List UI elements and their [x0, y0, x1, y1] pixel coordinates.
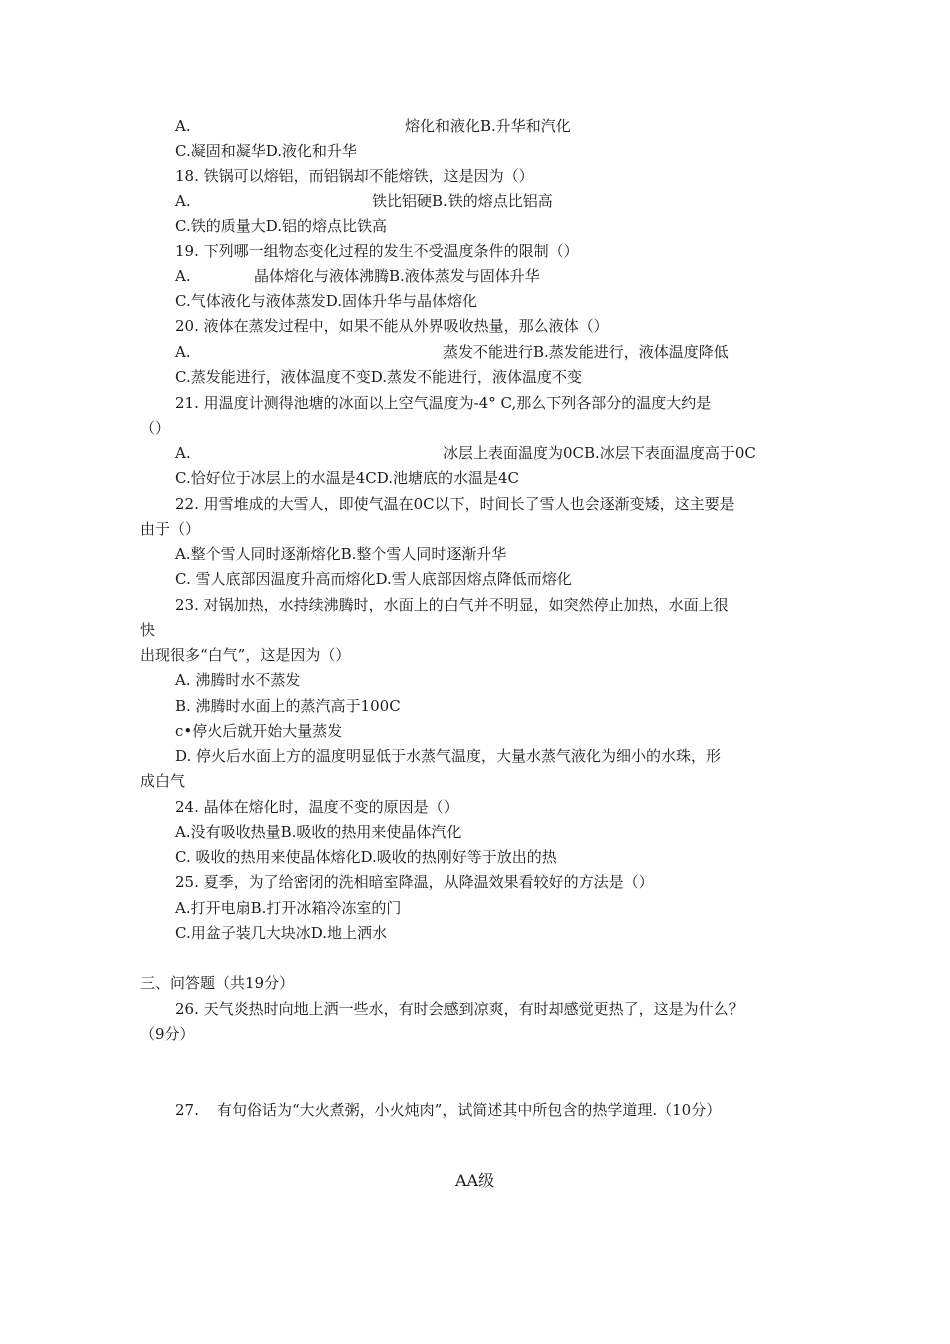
q24-option-a-line: A.没有吸收热量B.吸收的热用来使晶体汽化 [175, 823, 462, 841]
q23-option-d-cont: 成白气 [140, 772, 186, 790]
q23-option-b: B. 沸腾时水面上的蒸汽高于100C [175, 697, 401, 715]
q23-stem-cont: 快 [140, 621, 156, 639]
option-text: 熔化和液化B.升华和汽化 [405, 117, 571, 135]
q27-stem [175, 1100, 722, 1120]
q18-option-a-line [175, 191, 553, 211]
q22-option-c-line: C. 雪人底部因温度升高而熔化D.雪人底部因熔点降低而熔化 [175, 570, 572, 588]
q26-stem-cont: （9分） [140, 1025, 195, 1043]
option-label: A. [175, 192, 191, 210]
q21-option-a-line [175, 443, 756, 463]
option-label: A. [175, 444, 191, 462]
q24-stem: 24. 晶体在熔化时，温度不变的原因是（） [175, 798, 459, 816]
q23-option-a: A. 沸腾时水不蒸发 [175, 671, 301, 689]
q25-option-a-line: A.打开电扇B.打开冰箱冷冻室的门 [175, 899, 402, 917]
q25-stem: 25. 夏季，为了给密闭的洗相暗室降温，从降温效果看较好的方法是（） [175, 873, 654, 891]
q20-stem: 20. 液体在蒸发过程中，如果不能从外界吸收热量，那么液体（） [175, 317, 609, 335]
q19-stem: 19. 下列哪一组物态变化过程的发生不受温度条件的限制（） [175, 242, 579, 260]
q22-stem: 22. 用雪堆成的大雪人，即使气温在0C以下，时间长了雪人也会逐渐变矮，这主要是 [175, 495, 735, 513]
q21-stem-cont: （） [140, 419, 171, 437]
q24-option-c-line: C. 吸收的热用来使晶体熔化D.吸收的热刚好等于放出的热 [175, 848, 557, 866]
q25-option-c-line: C.用盆子装几大块冰D.地上洒水 [175, 924, 387, 942]
q22-option-a-line: A.整个雪人同时逐渐熔化B.整个雪人同时逐渐升华 [175, 545, 507, 563]
option-text: 冰层上表面温度为0CB.冰层下表面温度高于0C [443, 444, 756, 462]
question-number: 27. [175, 1101, 199, 1119]
q26-stem: 26. 天气炎热时向地上洒一些水，有时会感到凉爽，有时却感觉更热了，这是为什么？ [175, 1000, 744, 1018]
q18-option-c-line: C.铁的质量大D.铝的熔点比铁高 [175, 217, 387, 235]
q20-option-c-line: C.蒸发能进行，液体温度不变D.蒸发不能进行，液体温度不变 [175, 368, 582, 386]
q21-stem: 21. 用温度计测得池塘的冰面以上空气温度为-4° C,那么下列各部分的温度大约是 [175, 394, 712, 412]
option-label: A. [175, 267, 191, 285]
level-heading: AA级 [455, 1171, 495, 1190]
q23-stem-cont2: 出现很多“白气”，这是因为（） [140, 646, 351, 664]
q17-option-c-line: C.凝固和凝华D.液化和升华 [175, 142, 357, 160]
option-label: A. [175, 343, 191, 361]
q23-option-c: c•停火后就开始大量蒸发 [175, 722, 343, 740]
q20-option-a-line [175, 342, 729, 362]
q22-stem-cont: 由于（） [140, 520, 201, 538]
q19-option-c-line: C.气体液化与液体蒸发D.固体升华与晶体熔化 [175, 292, 477, 310]
q17-option-a-line [175, 116, 571, 136]
option-label: A. [175, 117, 191, 135]
q23-option-d: D. 停火后水面上方的温度明显低于水蒸气温度，大量水蒸气液化为细小的水珠，形 [175, 747, 722, 765]
section-heading: 三、问答题（共19分） [140, 974, 295, 992]
q23-stem: 23. 对锅加热，水持续沸腾时，水面上的白气并不明显，如突然停止加热，水面上很 [175, 596, 729, 614]
option-text: 晶体熔化与液体沸腾B.液体蒸发与固体升华 [254, 267, 540, 285]
option-text: 蒸发不能进行B.蒸发能进行，液体温度降低 [443, 343, 729, 361]
q19-option-a-line [175, 266, 540, 286]
option-text: 铁比铝硬B.铁的熔点比铝高 [372, 192, 553, 210]
question-text: 有句俗话为“大火煮粥，小火炖肉”，试简述其中所包含的热学道理.（10分） [217, 1101, 722, 1119]
q21-option-c-line: C.恰好位于冰层上的水温是4CD.池塘底的水温是4C [175, 469, 520, 487]
q18-stem: 18. 铁锅可以熔铝，而铝锅却不能熔铁，这是因为（） [175, 167, 534, 185]
